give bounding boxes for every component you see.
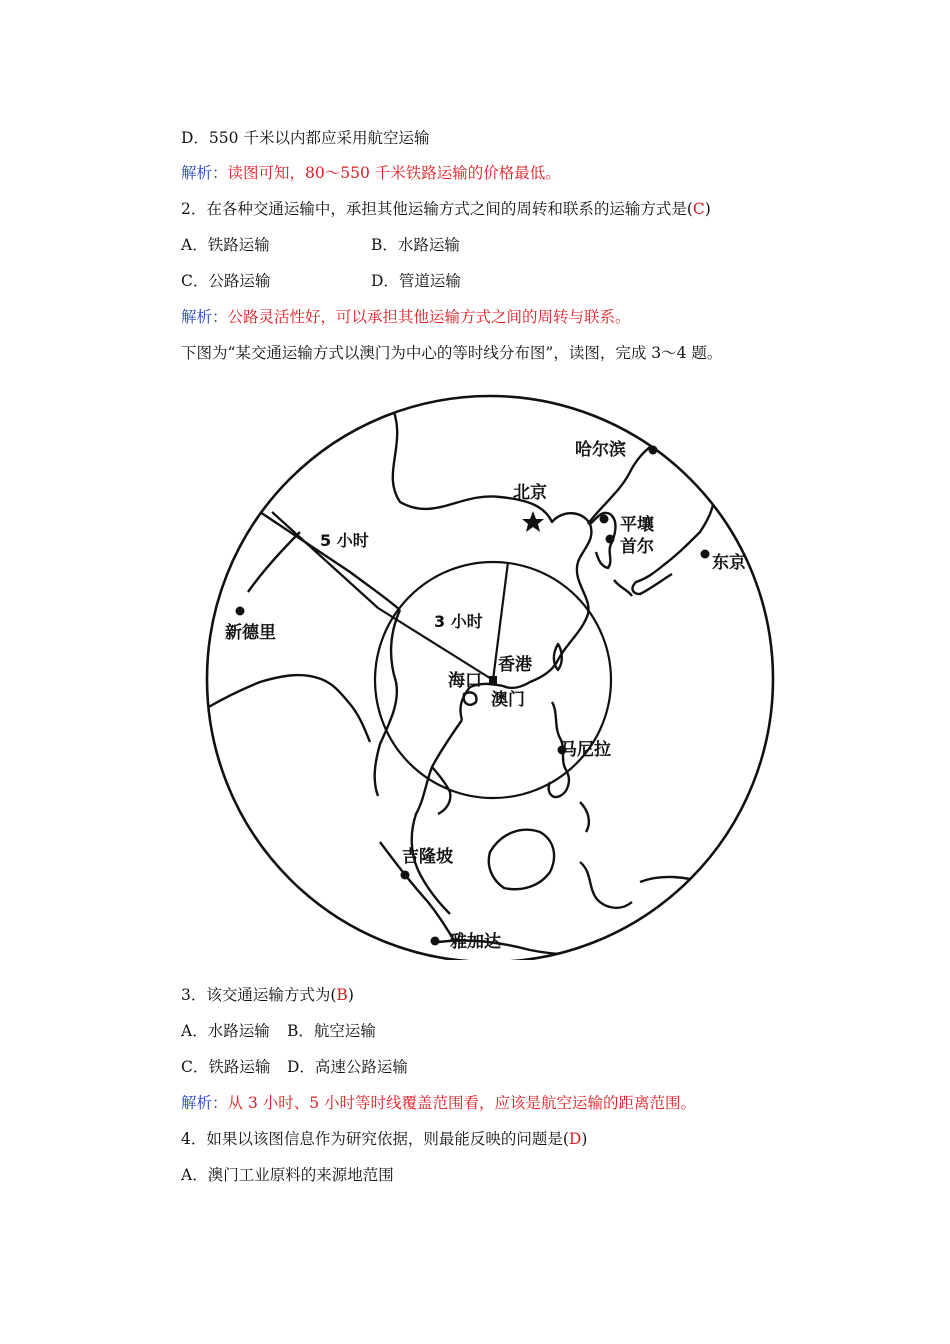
label-beijing: 北京 [513,483,547,503]
label-tokyo: 东京 [712,553,746,573]
option-c: C．铁路运输 [181,1058,271,1076]
map-intro: 下图为“某交通运输方式以澳门为中心的等时线分布图”，读图，完成 3～4 题。 [181,344,723,362]
analysis-3 [181,1093,696,1113]
label-harbin: 哈尔滨 [575,440,626,460]
q2-options-row-2 [181,271,461,291]
label-jakarta: 雅加达 [450,932,501,952]
q4-option-a: A．澳门工业原料的来源地范围 [181,1166,394,1184]
option-a: A．铁路运输 [181,236,270,254]
analysis-text: 公路灵活性好，可以承担其他运输方式之间的周转与联系。 [227,308,631,326]
radius-line-5-hours [272,512,378,608]
question-2 [181,199,711,219]
question-answer: D [568,1130,582,1148]
label-isoline-3-hours: 3 小时 [434,612,483,631]
label-seoul: 首尔 [620,537,654,557]
question-close: ) [704,200,711,218]
label-new-delhi: 新德里 [225,623,276,643]
label-haikou: 海口 [448,671,482,691]
question-stem: 4．如果以该图信息作为研究依据，则最能反映的问题是( [181,1130,569,1148]
question-close: ) [581,1130,588,1148]
label-hong-kong: 香港 [498,655,532,675]
question-3 [181,985,354,1005]
label-isoline-5-hours: 5 小时 [320,531,369,550]
label-manila: 马尼拉 [560,740,611,760]
analysis-text: 读图可知，80～550 千米铁路运输的价格最低。 [227,164,561,182]
label-pyongyang: 平壤 [620,515,654,535]
option-b: B．航空运输 [287,1022,376,1040]
q3-options-row-1 [181,1021,376,1041]
q2-options-row-1 [181,235,460,255]
analysis-text: 从 3 小时、5 小时等时线覆盖范围看，应该是航空运输的距离范围。 [227,1094,697,1112]
option-d: D．管道运输 [371,272,461,290]
question-4 [181,1129,587,1149]
question-answer: C [692,200,705,218]
option-a: A．水路运输 [181,1022,270,1040]
option-b: B．水路运输 [371,236,460,254]
analysis-label: 解析： [181,308,228,326]
option-d: D．高速公路运输 [287,1058,408,1076]
q1-option-d: D．550 千米以内都应采用航空运输 [181,129,430,147]
label-kuala-lumpur: 吉隆坡 [402,847,453,867]
analysis-1 [181,163,561,183]
question-stem: 3．该交通运输方式为( [181,986,337,1004]
q3-options-row-2 [181,1057,408,1077]
question-answer: B [336,986,348,1004]
analysis-label: 解析： [181,164,228,182]
question-close: ) [347,986,354,1004]
question-stem: 2．在各种交通运输中，承担其他运输方式之间的周转和联系的运输方式是( [181,200,693,218]
label-macau: 澳门 [491,690,525,710]
isochrone-map [200,382,788,960]
option-c: C．公路运输 [181,272,271,290]
analysis-2 [181,307,631,327]
analysis-label: 解析： [181,1094,228,1112]
